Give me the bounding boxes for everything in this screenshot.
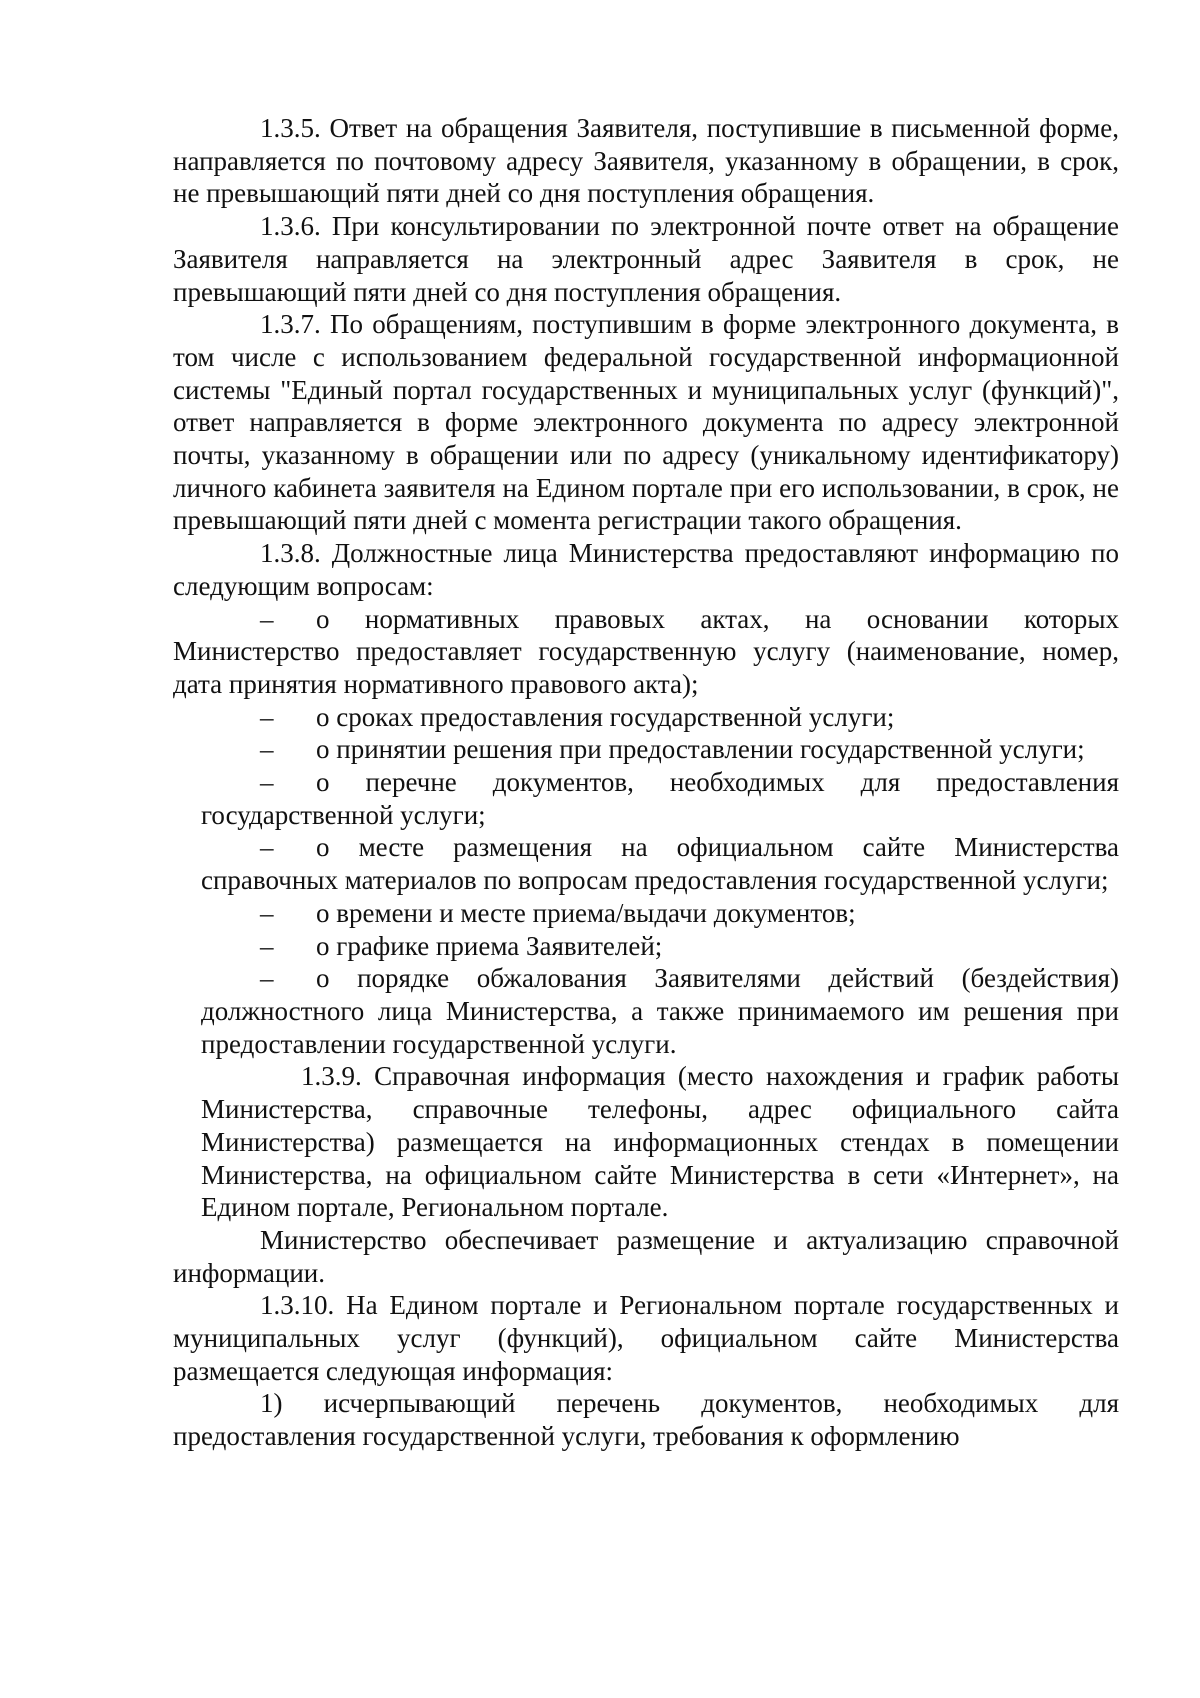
list-item-text: о сроках предоставления государственной услуги; <box>316 701 895 732</box>
paragraph-1-3-8: 1.3.8. Должностные лица Министерства предоставляют информацию по следующим вопросам: <box>173 538 1119 601</box>
dash-bullet: – <box>260 930 274 961</box>
paragraph-item-1: 1) исчерпывающий перечень документов, необходимых для предоставления государственной услуги, требования к оформлению <box>173 1388 1119 1452</box>
dash-bullet: – <box>260 963 274 994</box>
document-page <box>173 112 1119 1453</box>
dash-bullet: – <box>260 767 274 798</box>
paragraph-1-3-9: 1.3.9. Справочная информация (место нахождения и график работы Министерства, справочные телефоны, адрес официального сайта Министерства) размещается на информационных стендах в помещении Министерства, на официальном сайте Министерства в сети «Интернет», на Едином портале, Региональном портале. <box>201 1061 1119 1223</box>
list-item-text: о нормативных правовых актах, на основании которых Министерство предоставляет государственную услугу (наименование, номер, дата принятия нормативного правового акта); <box>173 603 1119 699</box>
list-item <box>173 701 1119 734</box>
list-item <box>173 766 1119 831</box>
list-item <box>173 603 1119 701</box>
dash-bullet: – <box>260 603 274 634</box>
paragraph-ministry: Министерство обеспечивает размещение и актуализацию справочной информации. <box>173 1224 1119 1288</box>
dash-bullet: – <box>260 701 274 732</box>
list-item-text: о принятии решения при предоставлении государственной услуги; <box>316 734 1085 765</box>
list-item-text: о месте размещения на официальном сайте Министерства справочных материалов по вопросам предоставления государственной услуги; <box>201 832 1119 896</box>
paragraph-1-3-10: 1.3.10. На Едином портале и Региональном портале государственных и муниципальных услуг (функций), официальном сайте Министерства размещается следующая информация: <box>173 1290 1119 1386</box>
paragraph-1-3-7: 1.3.7. По обращениям, поступившим в форме электронного документа, в том числе с использованием федеральной государственной информационной системы "Единый портал государственных и муниципальных услуг (функций)", ответ направляется в форме электронного документа по адресу электронной почты, указанному в обращении или по адресу (уникальному идентификатору) личного кабинета заявителя на Едином портале при его использовании, в срок, не превышающий пяти дней с момента регистрации такого обращения. <box>173 309 1119 536</box>
dash-bullet: – <box>260 832 274 863</box>
list-item <box>173 930 1119 963</box>
list-item <box>173 962 1119 1060</box>
list-item <box>173 897 1119 930</box>
list-item-text: о перечне документов, необходимых для предоставления государственной услуги; <box>201 767 1119 830</box>
list-item-text: о времени и месте приема/выдачи документов; <box>316 897 856 928</box>
paragraph-1-3-5: 1.3.5. Ответ на обращения Заявителя, поступившие в письменной форме, направляется по почтовому адресу Заявителя, указанному в обращении, в срок, не превышающий пяти дней со дня поступления обращения. <box>173 113 1119 209</box>
list-item-text: о графике приема Заявителей; <box>316 930 663 961</box>
dash-bullet: – <box>260 734 274 765</box>
list-item-text: о порядке обжалования Заявителями действий (бездействия) должностного лица Министерства, а также принимаемого им решения при предоставлении государственной услуги. <box>201 963 1119 1059</box>
dash-bullet: – <box>260 897 274 928</box>
reference-info-block <box>173 1060 1119 1224</box>
paragraph-1-3-6: 1.3.6. При консультировании по электронной почте ответ на обращение Заявителя направляется на электронный адрес Заявителя в срок, не превышающий пяти дней со дня поступления обращения. <box>173 211 1119 307</box>
list-item <box>173 831 1119 896</box>
list-item <box>173 733 1119 766</box>
